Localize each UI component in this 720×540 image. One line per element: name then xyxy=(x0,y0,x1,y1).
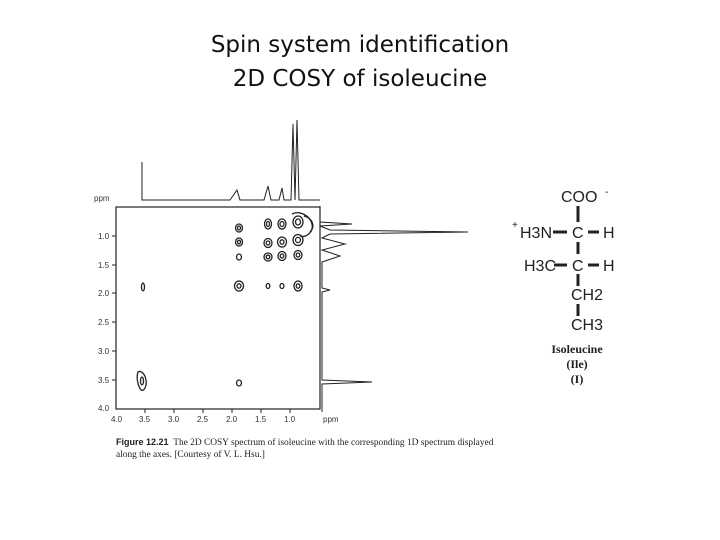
beta-hydrogen: H xyxy=(603,258,615,275)
three-letter-code: (Ile) xyxy=(566,357,588,371)
y-axis xyxy=(94,194,116,413)
alpha-carbon: C xyxy=(572,225,584,242)
delta-ch3: CH3 xyxy=(571,317,604,334)
title-line-1: Spin system identification xyxy=(210,32,510,58)
gamma-ch2: CH2 xyxy=(571,287,604,304)
x-tick-label: 1.0 xyxy=(284,415,296,424)
x-tick-label: 1.5 xyxy=(255,415,267,424)
y-tick-label: 3.0 xyxy=(98,347,110,356)
y-axis-unit: ppm xyxy=(94,194,110,203)
x-tick-label: 4.0 xyxy=(111,415,123,424)
alpha-hydrogen: H xyxy=(603,225,615,242)
x-axis-unit: ppm xyxy=(323,415,339,424)
y-tick-label: 1.0 xyxy=(98,232,110,241)
top-1d-spectrum xyxy=(142,120,320,200)
figure-label: Figure 12.21 xyxy=(116,437,169,447)
x-tick-label: 2.0 xyxy=(226,415,238,424)
y-tick-label: 4.0 xyxy=(98,404,110,413)
cosy-plot-frame xyxy=(116,207,320,409)
y-tick-label: 1.5 xyxy=(98,261,110,270)
y-tick-label: 2.5 xyxy=(98,318,110,327)
y-tick-label: 3.5 xyxy=(98,376,110,385)
x-tick-label: 2.5 xyxy=(197,415,209,424)
x-tick-label: 3.0 xyxy=(168,415,180,424)
y-tick-label: 2.0 xyxy=(98,289,110,298)
amino-acid-name: Isoleucine xyxy=(551,342,603,356)
one-letter-code: (I) xyxy=(570,372,584,386)
isoleucine-structure xyxy=(512,187,615,386)
amine-label: H3N xyxy=(520,225,553,242)
cosy-cross-peaks xyxy=(137,213,313,391)
beta-carbon: C xyxy=(572,258,584,275)
x-axis xyxy=(111,409,339,424)
carboxylate-charge: - xyxy=(605,187,609,198)
caption-text: The 2D COSY spectrum of isoleucine with the corresponding 1D spectrum displayed along the axes. [Courtesy of V. L. Hsu.] xyxy=(116,438,494,460)
right-1d-spectrum xyxy=(320,206,468,412)
title-line-2: 2D COSY of isoleucine xyxy=(232,66,488,92)
carboxylate-label: COO xyxy=(561,189,598,206)
amine-charge: + xyxy=(512,220,518,231)
figure-caption xyxy=(116,436,516,461)
beta-methyl: H3C xyxy=(524,258,557,275)
x-tick-label: 3.5 xyxy=(139,415,151,424)
